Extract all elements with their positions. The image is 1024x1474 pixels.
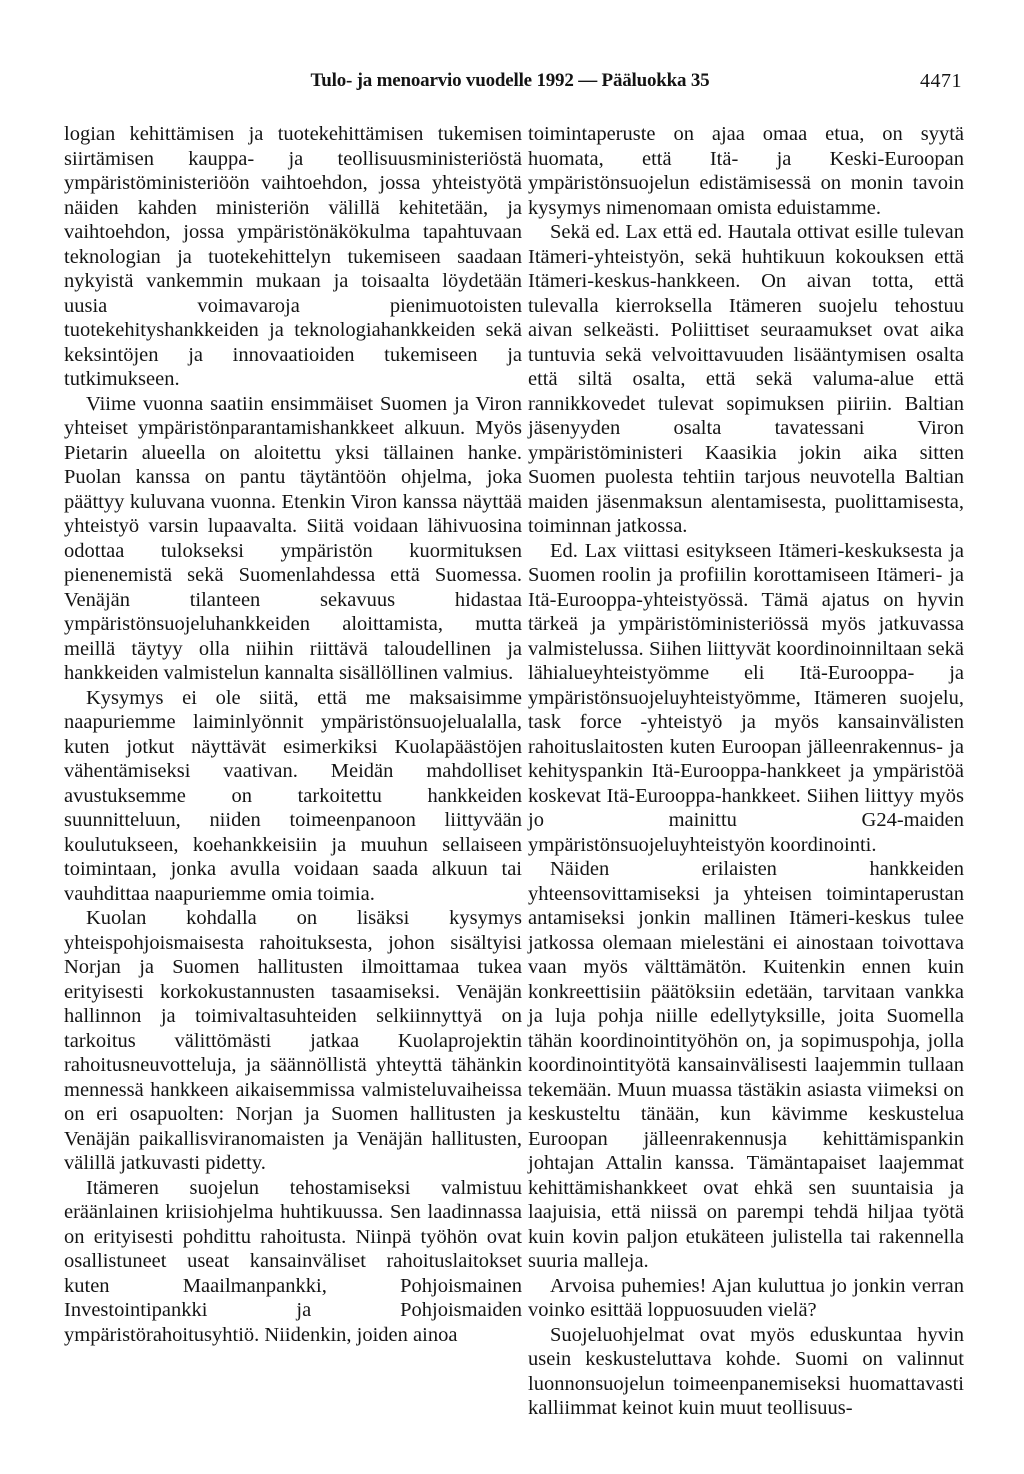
- right-column: [528, 122, 964, 1421]
- paragraph: Sekä ed. Lax että ed. Hautala ottivat esille tulevan Itämeri-yhteistyön, sekä huhtikuun kokouksen että Itämeri-keskus-hankkeen. On aivan totta, että tulevalla kierroksella Itämeren suojelu tehostuu aivan selkeästi. Poliittiset seuraamukset ovat aika tuntuvia sekä velvoittavuuden lisääntymisen osalta että siltä osalta, että sekä valuma-alue että rannikkovedet tulevat sopimuksen piiriin. Baltian jäsenyyden osalta tavatessani Viron ympäristöministeri Kaasikia jokin aika sitten Suomen puolesta tehtiin tarjous neuvotella Baltian maiden jäsenmaksun alentamisesta, puolittamisesta, toiminnan jatkossa.: [528, 221, 964, 537]
- paragraph: Kysymys ei ole siitä, että me maksaisimme naapuriemme laiminlyönnit ympäristönsuojelualalla, kuten jotkut näyttävät esimerkiksi Kuolapäästöjen vähentämiseksi vaativan. Meidän mahdolliset avustuksemme on tarkoitettu hankkeiden suunnitteluun, niiden toimeenpanoon liittyvään koulutukseen, koehankkeisiin ja muuhun sellaiseen toimintaan, jonka avulla voidaan saada alkuun tai vauhdittaa naapuriemme omia toimia.: [64, 686, 522, 905]
- paragraph: Viime vuonna saatiin ensimmäiset Suomen ja Viron yhteiset ympäristönparantamishankkeet alkuun. Myös Pietarin alueella on aloitettu yksi tällainen hanke. Puolan kanssa on pantu täytäntöön ohjelma, joka päättyy kuluvana vuonna. Etenkin Viron kanssa näyttää yhteistyö varsin lupaavalta. Siitä voidaan lähivuosina odottaa tulokseksi ympäristön kuormituksen pienenemistä sekä Suomenlahdessa että Suomessa. Venäjän tilanteen sekavuus hidastaa ympäristönsuojeluhankkeiden aloittamista, mutta meillä täytyy olla niihin riittävä taloudellinen ja hankkeiden valmistelun kannalta sisällöllinen valmius.: [64, 392, 522, 684]
- paragraph: Suojeluohjelmat ovat myös eduskuntaa hyvin usein keskusteluttava kohde. Suomi on valinnut luonnonsuojelun toimeenpanemiseksi huomattavasti kalliimmat keinot kuin muut teollisuus-: [528, 1323, 964, 1419]
- page-number: 4471: [920, 70, 962, 92]
- header-title: Tulo- ja menoarvio vuodelle 1992 — Pääluokka 35: [310, 70, 710, 91]
- paragraph: Arvoisa puhemies! Ajan kuluttua jo jonkin verran voinko esittää loppuosuuden vielä?: [528, 1274, 964, 1321]
- paragraph: Ed. Lax viittasi esitykseen Itämeri-keskuksesta ja Suomen roolin ja profiilin korottamiseen Itämeri- ja Itä-Eurooppa-yhteistyössä. Tämä ajatus on hyvin tärkeä ja ympäristöministeriössä myös jatkuvassa valmistelussa. Siihen liittyvät koordinoinniltaan sekä lähialueyhteistyömme eli Itä-Eurooppa- ja ympäristönsuojeluyhteistyömme, Itämeren suojelu, task force -yhteistyö ja myös kansainvälisten rahoituslaitosten kuten Euroopan jälleenrakennus- ja kehityspankin Itä-Eurooppa-hankkeet ja ympäristöä koskevat Itä-Eurooppa-hankkeet. Siihen liittyy myös jo mainittu G24-maiden ympäristönsuojeluyhteistyön koordinointi.: [528, 539, 964, 856]
- paragraph: Itämeren suojelun tehostamiseksi valmistuu eräänlainen kriisiohjelma huhtikuussa. Sen laadinnassa on erityisesti pohdittu rahoitusta. Niinpä työhön ovat osallistuneet useat kansainväliset rahoituslaitokset kuten Maailmanpankki, Pohjoismainen Investointipankki ja Pohjoismaiden ympäristörahoitusyhtiö. Niidenkin, joiden ainoa: [64, 1176, 522, 1346]
- left-column: [64, 122, 522, 1347]
- paragraph: Kuolan kohdalla on lisäksi kysymys yhteispohjoismaisesta rahoituksesta, johon sisältyisi Norjan ja Suomen hallitusten ilmoittamaa tukea erityisesti korkokustannusten tasaamiseksi. Venäjän hallinnon ja toimivaltasuhteiden selkiinnyttyä on tarkoitus välittömästi jatkaa Kuolaprojektin rahoitusneuvotteluja, ja säännöllistä yhteyttä tähänkin mennessä hankkeen aikaisemmissa valmisteluvaiheissa on eri osapuolten: Norjan ja Suomen hallitusten ja Venäjän paikallisviranomaisten ja Venäjän hallitusten, välillä jatkuvasti pidetty.: [64, 907, 522, 1174]
- running-header: [0, 70, 1024, 100]
- paragraph: Näiden erilaisten hankkeiden yhteensovittamiseksi ja yhteisen toimintaperustan antamiseksi jonkin mallinen Itämeri-keskus tulee jatkossa olemaan mielestäni ei ainostaan toivottava vaan myös välttämätön. Kuitenkin ennen kuin konkreettisiin päätöksiin edetään, tarvitaan vankka ja luja pohja niille edellytyksille, joita Suomella tähän koordinointityöhön on, ja sopimuspohja, jolla koordinointityötä kansainvälisesti laajemmin tullaan tekemään. Muun muassa tästäkin asiasta viimeksi on keskusteltu tänään, kun kävimme keskustelua Euroopan jälleenrakennusja kehittämispankin johtajan Attalin kanssa. Tämäntapaiset laajemmat kehittämishankkeet ovat ehkä sen suuntaisia ja laajuisia, että niissä on parempi tehdä hiljaa työtä kuin kovin paljon etukäteen julistella tai rakennella suuria malleja.: [528, 858, 964, 1272]
- paragraph: toimintaperuste on ajaa omaa etua, on syytä huomata, että Itä- ja Keski-Euroopan ympäristönsuojelun edistämisessä on monin tavoin kysymys nimenomaan omista eduistamme.: [528, 123, 964, 219]
- paragraph: logian kehittämisen ja tuotekehittämisen tukemisen siirtämisen kauppa- ja teollisuusministeriöstä ympäristöministeriöön vaihtoehdon, jossa yhteistyötä näiden kahden ministeriön välillä kehitetään, ja vaihtoehdon, jossa ympäristönäkökulma tapahtuvaan teknologian ja tuotekehittelyn tukemiseen saadaan nykyistä vankemmin mukaan ja toisaalta löydetään uusia voimavaroja pienimuotoisten tuotekehityshankkeiden ja teknologiahankkeiden sekä keksintöjen ja innovaatioiden tukemiseen ja tutkimukseen.: [64, 123, 522, 390]
